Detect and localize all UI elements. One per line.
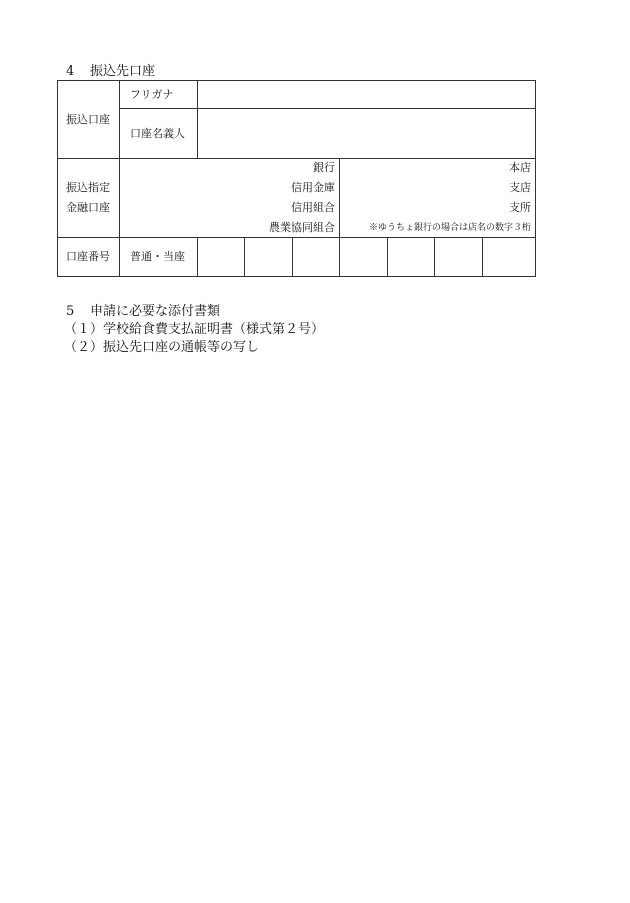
institution-label-line: 振込指定 (66, 181, 110, 194)
institution-type-credit-union: 信用組合 (291, 201, 335, 214)
section-5-title: 申請に必要な添付書類 (90, 304, 221, 319)
institution-type-agricultural-coop: 農業協同組合 (269, 221, 335, 234)
transfer-account-label: 振込口座 (58, 81, 120, 159)
section-5-heading (64, 303, 324, 321)
branch-type-head-office: 本店 (509, 161, 532, 174)
section-4-heading (66, 64, 155, 80)
account-holder-input-cell[interactable] (198, 109, 536, 159)
account-digit-cell[interactable] (293, 238, 340, 277)
account-digit-cell[interactable] (388, 238, 435, 277)
branch-type-branch: 支店 (509, 181, 532, 194)
section-4-title: 振込先口座 (90, 64, 156, 79)
financial-institution-row (58, 159, 536, 238)
institution-type-bank: 銀行 (313, 161, 335, 174)
section-5-block (64, 303, 324, 357)
account-digit-cell[interactable] (340, 238, 388, 277)
furigana-row (58, 81, 536, 109)
account-digit-cell[interactable] (435, 238, 483, 277)
furigana-label: フリガナ (120, 81, 198, 109)
attachment-item: （２）振込先口座の通帳等の写し (64, 340, 260, 355)
branch-note: ※ゆうちょ銀行の場合は店名の数字３桁 (369, 223, 532, 233)
account-number-label: 口座番号 (58, 238, 120, 277)
bank-account-table (57, 80, 536, 277)
account-holder-row (58, 109, 536, 159)
account-digit-cell[interactable] (198, 238, 245, 277)
account-holder-label: 口座名義人 (120, 109, 198, 159)
institution-label-cell (58, 159, 120, 238)
institution-type-shinkin: 信用金庫 (291, 181, 335, 194)
attachment-item: （１）学校給食費支払証明書（様式第２号） (64, 322, 325, 337)
institution-label-line: 金融口座 (66, 201, 110, 214)
institution-name-cell[interactable] (120, 159, 340, 238)
section-5-number: 5 (66, 304, 75, 319)
account-type-cell[interactable]: 普通・当座 (120, 238, 198, 277)
account-number-row (58, 238, 536, 277)
account-digit-cell[interactable] (483, 238, 536, 277)
furigana-input-cell[interactable] (198, 81, 536, 109)
branch-type-sub-branch: 支所 (509, 201, 532, 214)
account-digit-cell[interactable] (245, 238, 293, 277)
branch-name-cell[interactable] (340, 159, 536, 238)
section-4-number: 4 (66, 64, 75, 79)
